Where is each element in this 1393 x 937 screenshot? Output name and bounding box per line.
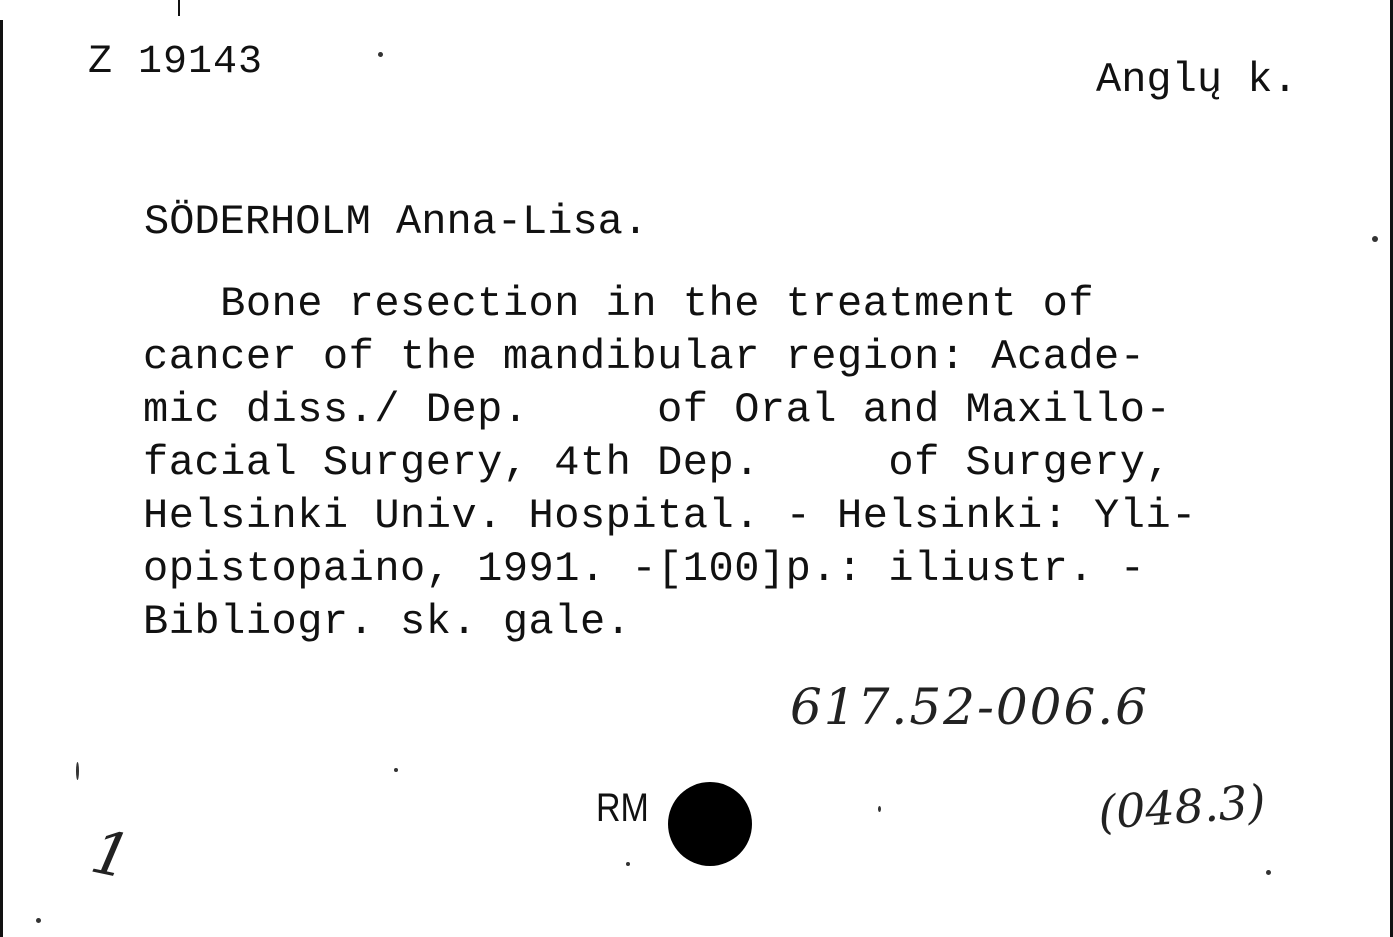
ink-speck [394,768,398,772]
language-note: Anglų k. [1096,56,1298,104]
description-line: mic diss./ Dep. of Oral and Maxillo- [143,386,1172,434]
ink-speck [878,806,881,812]
description-line: Bone resection in the treatment of [143,280,1095,328]
card-left-edge [0,20,3,937]
udc-classification: 617.52-006.6 [790,678,1149,736]
ink-speck [1266,870,1271,875]
card-top-tick [178,0,180,16]
ink-speck [378,52,383,57]
call-number: Z 19143 [88,40,264,85]
description-line: cancer of the mandibular region: Acade- [143,333,1146,381]
form-subdivision: (048.3) [1096,774,1268,840]
description-line: Bibliogr. sk. gale. [143,598,632,646]
description-line: Helsinki Univ. Hospital. - Helsinki: Yli- [143,492,1197,540]
punch-dot [668,782,752,866]
author-heading: SÖDERHOLM Anna-Lisa. [144,198,649,246]
description-line: opistopaino, 1991. -[100]p.: iliustr. - [143,545,1146,593]
rm-label: RM [596,786,649,830]
ink-speck [36,918,41,923]
handwritten-mark: 1 [85,816,138,894]
ink-speck [76,762,79,780]
ink-speck [626,862,630,866]
ink-speck [1372,236,1378,242]
description-line: facial Surgery, 4th Dep. of Surgery, [143,439,1172,487]
